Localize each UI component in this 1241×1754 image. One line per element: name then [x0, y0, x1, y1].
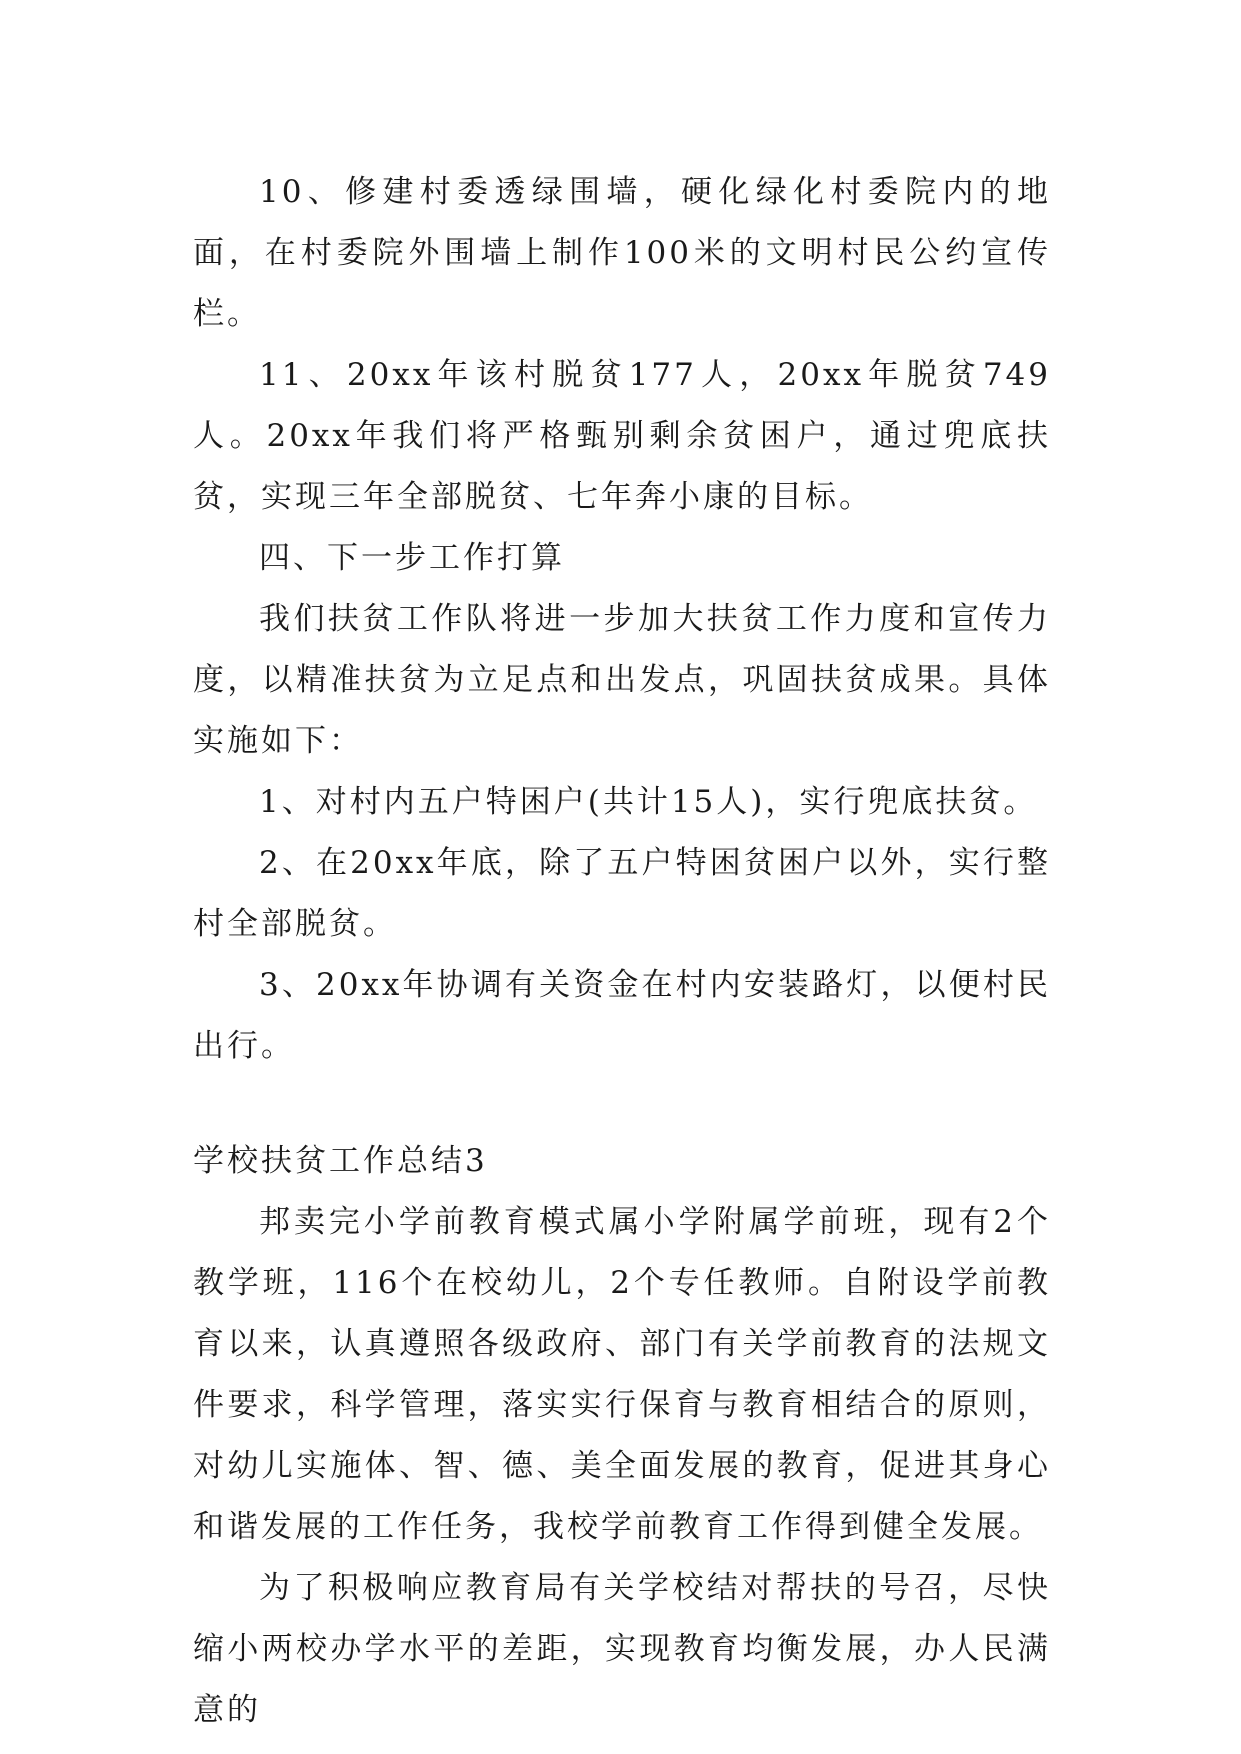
paragraph-item-10: 10、修建村委透绿围墙，硬化绿化村委院内的地面，在村委院外围墙上制作100米的文明村民公约宣传栏。	[193, 174, 1051, 332]
section-title: 学校扶贫工作总结3	[193, 1143, 488, 1179]
paragraph-school-intro: 邦卖完小学前教育模式属小学附属学前班，现有2个教学班，116个在校幼儿，2个专任教师。自附设学前教育以来，认真遵照各级政府、部门有关学前教育的法规文件要求，科学管理，落实实行保育与教育相结合的原则，对幼儿实施体、智、德、美全面发展的教育，促进其身心和谐发展的工作任务，我校学前教育工作得到健全发展。	[193, 1204, 1051, 1545]
paragraph-step-2: 2、在20xx年底，除了五户特困贫困户以外，实行整村全部脱贫。	[193, 845, 1051, 942]
paragraph-item-11: 11、20xx年该村脱贫177人，20xx年脱贫749人。20xx年我们将严格甄别剩余贫困户，通过兜底扶贫，实现三年全部脱贫、七年奔小康的目标。	[193, 357, 1051, 515]
paragraph-step-1: 1、对村内五户特困户(共计15人)，实行兜底扶贫。	[259, 784, 1038, 820]
paragraph-step-3: 3、20xx年协调有关资金在村内安装路灯，以便村民出行。	[193, 967, 1051, 1064]
document-body	[193, 162, 1051, 1741]
paragraph-school-partnership: 为了积极响应教育局有关学校结对帮扶的号召，尽快缩小两校办学水平的差距，实现教育均衡发展，办人民满意的	[193, 1570, 1051, 1728]
paragraph-next-steps-intro: 我们扶贫工作队将进一步加大扶贫工作力度和宣传力度，以精准扶贫为立足点和出发点，巩固扶贫成果。具体实施如下：	[193, 601, 1051, 759]
subheading-next-steps: 四、下一步工作打算	[259, 540, 565, 576]
